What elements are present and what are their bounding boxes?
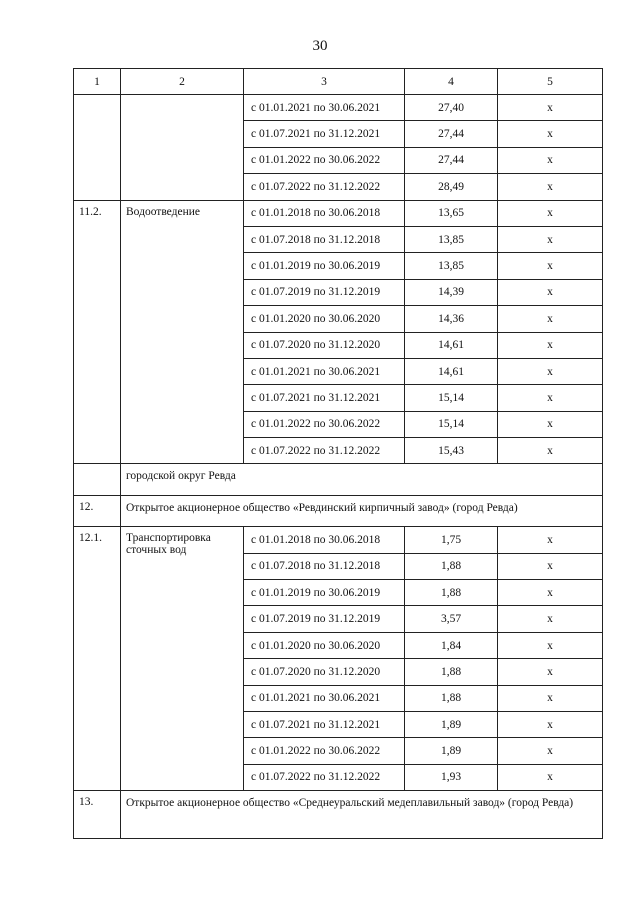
tariff-value-cell: 28,49 — [405, 174, 498, 200]
item-number: 11.2. — [74, 200, 121, 464]
mark-cell: х — [498, 685, 603, 711]
mark-cell: х — [498, 147, 603, 173]
header-row — [74, 69, 603, 95]
item-name — [121, 95, 244, 201]
mark-cell: х — [498, 527, 603, 553]
table-row — [74, 200, 603, 226]
mark-cell: х — [498, 174, 603, 200]
item-number — [74, 95, 121, 201]
tariff-value-cell: 15,14 — [405, 411, 498, 437]
mark-cell: х — [498, 711, 603, 737]
mark-cell: х — [498, 659, 603, 685]
tariff-value-cell: 1,75 — [405, 527, 498, 553]
period-cell: с 01.07.2021 по 31.12.2021 — [244, 711, 405, 737]
period-cell: с 01.07.2018 по 31.12.2018 — [244, 226, 405, 252]
section-title: городской округ Ревда — [121, 464, 603, 495]
item-name: Водоотведение — [121, 200, 244, 464]
mark-cell: х — [498, 580, 603, 606]
tariff-value-cell: 27,40 — [405, 95, 498, 121]
period-cell: с 01.01.2019 по 30.06.2019 — [244, 580, 405, 606]
period-cell: с 01.01.2022 по 30.06.2022 — [244, 411, 405, 437]
column-header-1: 1 — [74, 69, 121, 95]
period-cell: с 01.07.2020 по 31.12.2020 — [244, 332, 405, 358]
tariff-value-cell: 1,88 — [405, 553, 498, 579]
period-cell: с 01.07.2021 по 31.12.2021 — [244, 385, 405, 411]
tariff-value-cell: 14,39 — [405, 279, 498, 305]
tariff-value-cell: 14,61 — [405, 332, 498, 358]
period-cell: с 01.01.2022 по 30.06.2022 — [244, 738, 405, 764]
mark-cell: х — [498, 358, 603, 384]
period-cell: с 01.01.2021 по 30.06.2021 — [244, 358, 405, 384]
period-cell: с 01.01.2018 по 30.06.2018 — [244, 527, 405, 553]
section-title: Открытое акционерное общество «Ревдинский кирпичный завод» (город Ревда) — [121, 495, 603, 526]
column-header-3: 3 — [244, 69, 405, 95]
tariff-value-cell: 1,88 — [405, 659, 498, 685]
period-cell: с 01.07.2022 по 31.12.2022 — [244, 174, 405, 200]
period-cell: с 01.01.2021 по 30.06.2021 — [244, 95, 405, 121]
tariff-value-cell: 15,43 — [405, 438, 498, 464]
item-number: 12.1. — [74, 527, 121, 791]
tariff-value-cell: 1,84 — [405, 632, 498, 658]
section-number: 12. — [74, 495, 121, 526]
mark-cell: х — [498, 279, 603, 305]
mark-cell: х — [498, 306, 603, 332]
page-number: 30 — [312, 38, 328, 54]
period-cell: с 01.07.2020 по 31.12.2020 — [244, 659, 405, 685]
period-cell: с 01.01.2020 по 30.06.2020 — [244, 632, 405, 658]
mark-cell: х — [498, 632, 603, 658]
period-cell: с 01.01.2020 по 30.06.2020 — [244, 306, 405, 332]
tariff-value-cell: 14,61 — [405, 358, 498, 384]
period-cell: с 01.07.2022 по 31.12.2022 — [244, 764, 405, 790]
period-cell: с 01.01.2021 по 30.06.2021 — [244, 685, 405, 711]
item-name: Транспортировка сточных вод — [121, 527, 244, 791]
mark-cell: х — [498, 121, 603, 147]
period-cell: с 01.07.2019 по 31.12.2019 — [244, 606, 405, 632]
mark-cell: х — [498, 200, 603, 226]
tariff-value-cell: 1,93 — [405, 764, 498, 790]
section-title: Открытое акционерное общество «Среднеуральский медеплавильный завод» (город Ревда) — [121, 791, 603, 839]
tariff-value-cell: 27,44 — [405, 121, 498, 147]
mark-cell: х — [498, 411, 603, 437]
section-number — [74, 464, 121, 495]
mark-cell: х — [498, 764, 603, 790]
mark-cell: х — [498, 385, 603, 411]
tariff-value-cell: 13,65 — [405, 200, 498, 226]
tariff-value-cell: 13,85 — [405, 226, 498, 252]
mark-cell: х — [498, 438, 603, 464]
period-cell: с 01.07.2018 по 31.12.2018 — [244, 553, 405, 579]
period-cell: с 01.07.2019 по 31.12.2019 — [244, 279, 405, 305]
mark-cell: х — [498, 226, 603, 252]
column-header-2: 2 — [121, 69, 244, 95]
tariff-value-cell: 13,85 — [405, 253, 498, 279]
tariff-value-cell: 1,88 — [405, 580, 498, 606]
period-cell: с 01.07.2021 по 31.12.2021 — [244, 121, 405, 147]
period-cell: с 01.01.2018 по 30.06.2018 — [244, 200, 405, 226]
period-cell: с 01.07.2022 по 31.12.2022 — [244, 438, 405, 464]
mark-cell: х — [498, 606, 603, 632]
tariff-value-cell: 15,14 — [405, 385, 498, 411]
tariff-value-cell: 1,88 — [405, 685, 498, 711]
table-row — [74, 95, 603, 121]
mark-cell: х — [498, 332, 603, 358]
period-cell: с 01.01.2019 по 30.06.2019 — [244, 253, 405, 279]
column-header-5: 5 — [498, 69, 603, 95]
mark-cell: х — [498, 553, 603, 579]
mark-cell: х — [498, 95, 603, 121]
tariff-value-cell: 27,44 — [405, 147, 498, 173]
tariff-value-cell: 3,57 — [405, 606, 498, 632]
section-row — [74, 464, 603, 495]
column-header-4: 4 — [405, 69, 498, 95]
section-number: 13. — [74, 791, 121, 839]
tariff-value-cell: 1,89 — [405, 711, 498, 737]
tariff-table-body — [74, 69, 603, 839]
period-cell: с 01.01.2022 по 30.06.2022 — [244, 147, 405, 173]
section-row — [74, 791, 603, 839]
tariff-value-cell: 1,89 — [405, 738, 498, 764]
mark-cell: х — [498, 253, 603, 279]
table-row — [74, 527, 603, 553]
tariff-value-cell: 14,36 — [405, 306, 498, 332]
tariff-table — [73, 68, 603, 839]
section-row — [74, 495, 603, 526]
mark-cell: х — [498, 738, 603, 764]
